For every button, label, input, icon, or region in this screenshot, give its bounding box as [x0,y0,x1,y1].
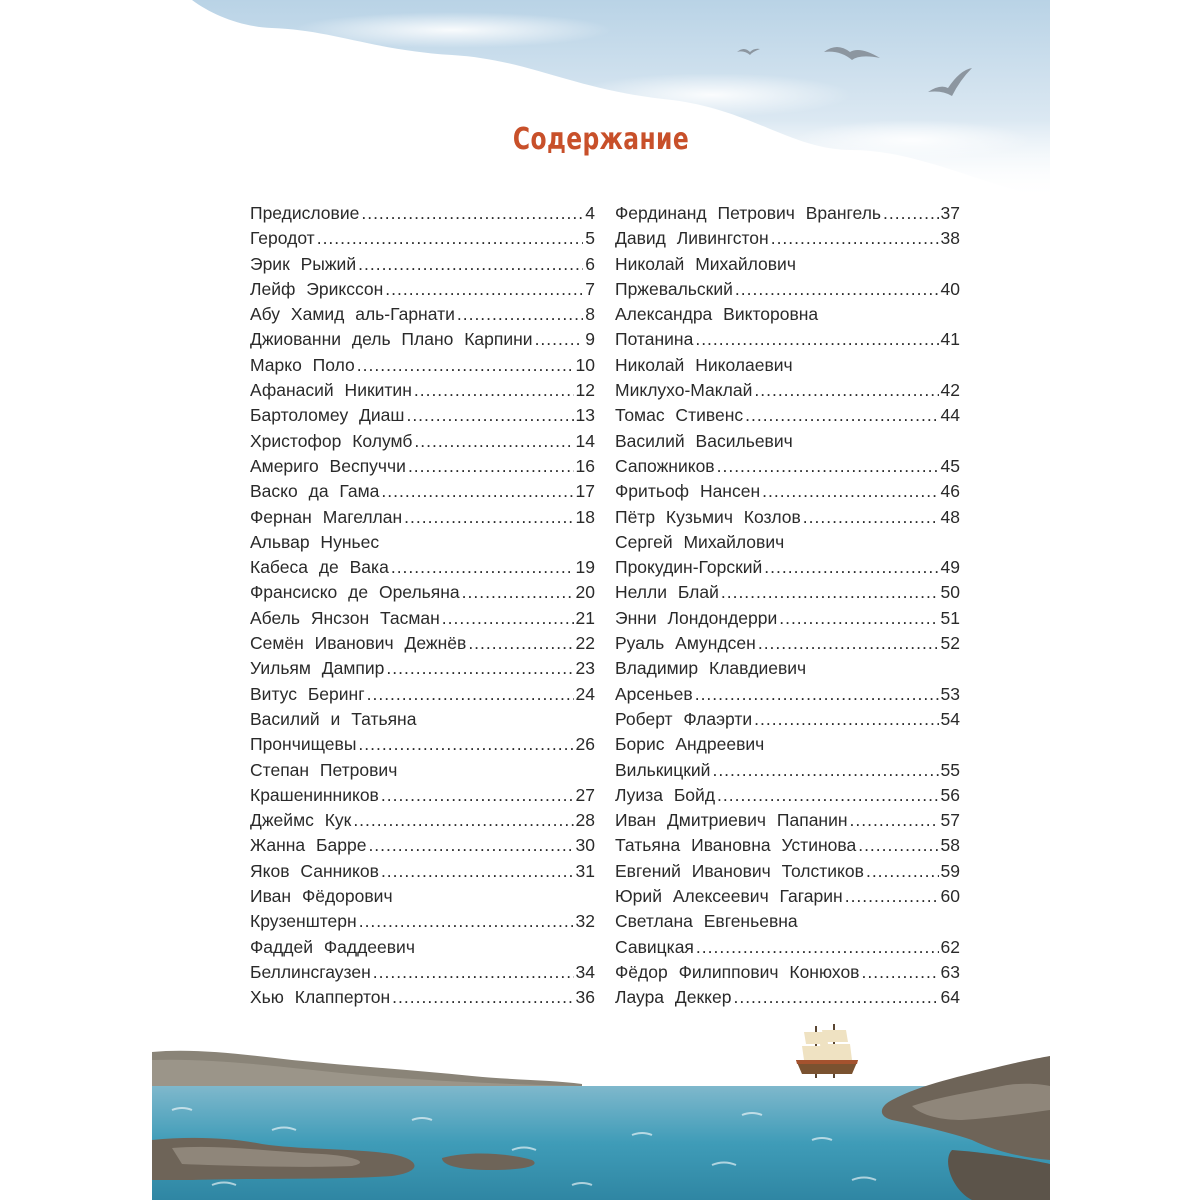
toc-entry [615,985,960,1010]
toc-leader-dots [745,403,938,428]
toc-entry-title: Энни Лондондерри [615,607,778,628]
toc-entry [250,505,595,530]
toc-entry [250,226,595,251]
toc-entry [615,682,960,707]
toc-entry [615,454,960,479]
toc-leader-dots [845,884,939,909]
toc-entry-title: Сергей Михайлович [615,531,785,552]
toc-leader-dots [357,353,574,378]
toc-entry-title: Бартоломеу Диаш [250,405,405,426]
toc-entry-title: Татьяна Ивановна Устинова [615,835,857,856]
toc-entry-page-number: 28 [575,810,595,831]
toc-leader-dots [373,960,574,985]
toc-entry-title: Хью Клаппертон [250,987,391,1008]
toc-entry-page-number: 9 [585,329,595,350]
toc-entry [250,656,595,681]
toc-entry-title: Савицкая [615,936,694,957]
toc-entry-page-number: 20 [575,582,595,603]
toc-entry-title: Иван Дмитриевич Папанин [615,810,848,831]
toc-entry [615,833,960,858]
toc-entry-page-number: 6 [585,253,595,274]
toc-entry-title: Геродот [250,228,315,249]
toc-entry-title: Беллинсгаузен [250,961,371,982]
toc-entry-title: Христофор Колумб [250,430,413,451]
toc-entry-title: Кабеса де Вака [250,557,389,578]
toc-leader-dots [883,201,938,226]
toc-leader-dots [391,555,574,580]
book-page [152,0,1050,1200]
toc-entry-title: Василий Васильевич [615,430,793,451]
toc-entry [250,783,595,808]
toc-entry-page-number: 42 [940,380,960,401]
toc-entry-page-number: 38 [940,228,960,249]
toc-entry [250,985,595,1010]
toc-entry [250,884,595,909]
toc-entry [250,631,595,656]
toc-entry [615,606,960,631]
toc-entry-page-number: 62 [940,936,960,957]
seagull-icon [928,68,972,96]
toc-entry [615,580,960,605]
toc-entry-title: Борис Андреевич [615,734,765,755]
toc-entry-title: Яков Санников [250,860,379,881]
toc-leader-dots [468,631,573,656]
toc-entry [615,327,960,352]
toc-entry-page-number: 23 [575,658,595,679]
toc-leader-dots [861,960,938,985]
toc-entry-title: Миклухо-Маклай [615,380,753,401]
toc-leader-dots [758,631,939,656]
toc-leader-dots [408,454,574,479]
toc-entry-title: Джеймс Кук [250,810,352,831]
toc-entry-title: Степан Петрович [250,759,398,780]
toc-leader-dots [442,606,574,631]
toc-entry-page-number: 46 [940,481,960,502]
toc-leader-dots [381,783,574,808]
toc-entry [615,935,960,960]
toc-entry [250,707,595,732]
toc-entry-title: Фаддей Фаддеевич [250,936,415,957]
toc-entry [250,530,595,555]
toc-entry-page-number: 27 [575,784,595,805]
toc-entry-page-number: 56 [940,784,960,805]
toc-leader-dots [754,378,938,403]
toc-entry-title: Давид Ливингстон [615,228,769,249]
seagulls-illustration [732,40,982,110]
toc-leader-dots [858,833,938,858]
toc-leader-dots [696,935,939,960]
toc-entry-page-number: 52 [940,633,960,654]
toc-entry [615,909,960,934]
sailing-ship-icon [792,1020,862,1090]
toc-leader-dots [359,909,574,934]
toc-leader-dots [406,403,573,428]
toc-entry-title: Васко да Гама [250,481,380,502]
toc-entry-title: Прокудин-Горский [615,557,763,578]
toc-entry-title: Владимир Клавдиевич [615,658,807,679]
toc-leader-dots [695,327,938,352]
toc-entry [615,353,960,378]
toc-entry-page-number: 51 [940,607,960,628]
toc-leader-dots [392,985,573,1010]
seagull-icon [737,49,760,55]
toc-entry [615,403,960,428]
toc-entry [615,252,960,277]
toc-entry-title: Марко Поло [250,354,355,375]
toc-entry-title: Предисловие [250,203,360,223]
toc-entry [615,808,960,833]
toc-entry [615,884,960,909]
toc-entry [250,606,595,631]
toc-entry-page-number: 40 [940,278,960,299]
toc-entry [250,302,595,327]
toc-entry [250,833,595,858]
toc-entry [250,353,595,378]
toc-entry [615,505,960,530]
toc-entry-page-number: 24 [575,683,595,704]
toc-entry [615,707,960,732]
toc-entry-page-number: 10 [575,354,595,375]
toc-leader-dots [414,378,574,403]
toc-entry [250,909,595,934]
toc-leader-dots [735,277,939,302]
toc-entry-title: Лаура Деккер [615,987,732,1008]
toc-entry-title: Потанина [615,329,694,350]
toc-entry-page-number: 30 [575,835,595,856]
toc-entry-page-number: 36 [575,987,595,1008]
toc-entry [615,656,960,681]
toc-entry [615,960,960,985]
toc-entry-title: Фердинанд Петрович Врангель [615,203,882,223]
toc-entry-page-number: 14 [575,430,595,451]
toc-entry-page-number: 55 [940,759,960,780]
toc-leader-dots [457,302,583,327]
toc-leader-dots [754,707,938,732]
toc-entry [615,783,960,808]
toc-leader-dots [779,606,938,631]
toc-entry-title: Франсиско де Орельяна [250,582,460,603]
toc-entry [250,454,595,479]
toc-entry-page-number: 54 [940,708,960,729]
toc-entry-page-number: 26 [575,734,595,755]
toc-entry-title: Джиованни дель Плано Карпини [250,329,533,350]
toc-entry-title: Пётр Кузьмич Козлов [615,506,801,527]
toc-entry [250,429,595,454]
toc-entry-page-number: 13 [575,405,595,426]
toc-leader-dots [368,833,573,858]
toc-entry [250,277,595,302]
toc-entry-page-number: 50 [940,582,960,603]
toc-entry-title: Лейф Эрикссон [250,278,384,299]
toc-entry-page-number: 17 [575,481,595,502]
toc-entry-title: Афанасий Никитин [250,380,412,401]
toc-entry [250,378,595,403]
toc-leader-dots [404,505,573,530]
toc-entry [615,859,960,884]
toc-entry-page-number: 41 [940,329,960,350]
toc-entry-title: Василий и Татьяна [250,708,417,729]
toc-leader-dots [317,226,584,251]
toc-entry [615,631,960,656]
toc-entry-title: Жанна Барре [250,835,367,856]
toc-entry-page-number: 59 [940,860,960,881]
toc-entry-title: Евгений Иванович Толстиков [615,860,864,881]
toc-entry-page-number: 22 [575,633,595,654]
toc-entry-page-number: 58 [940,835,960,856]
toc-entry-page-number: 37 [940,203,960,223]
toc-leader-dots [358,732,573,757]
toc-entry-title: Александра Викторовна [615,304,819,325]
toc-entry-page-number: 60 [940,886,960,907]
toc-leader-dots [381,859,574,884]
toc-entry-title: Иван Фёдорович [250,886,393,907]
toc-entry [615,555,960,580]
toc-entry-title: Фёдор Филиппович Конюхов [615,961,860,982]
toc-entry [615,479,960,504]
toc-entry-page-number: 49 [940,557,960,578]
toc-entry [615,378,960,403]
toc-entry-title: Фернан Магеллан [250,506,403,527]
toc-entry [615,429,960,454]
toc-leader-dots [414,429,573,454]
toc-entry-page-number: 19 [575,557,595,578]
toc-entry-title: Прончищевы [250,734,357,755]
toc-entry-page-number: 57 [940,810,960,831]
toc-entry [250,935,595,960]
toc-entry-page-number: 64 [940,987,960,1008]
toc-leader-dots [385,277,583,302]
toc-entry [615,758,960,783]
toc-leader-dots [695,682,939,707]
page-title: Содержание [512,122,690,157]
toc-entry-title: Роберт Флаэрти [615,708,753,729]
toc-entry-title: Нелли Блай [615,582,719,603]
toc-entry [615,277,960,302]
toc-entry-page-number: 16 [575,455,595,476]
toc-entry-title: Америго Веспуччи [250,455,406,476]
toc-entry [615,530,960,555]
toc-entry-title: Вилькицкий [615,759,711,780]
toc-entry-title: Семён Иванович Дежнёв [250,633,467,654]
toc-entry-page-number: 44 [940,405,960,426]
toc-entry-page-number: 31 [575,860,595,881]
toc-leader-dots [721,580,939,605]
toc-leader-dots [771,226,939,251]
toc-entry [250,808,595,833]
toc-leader-dots [733,985,938,1010]
toc-entry-title: Крашенинников [250,784,379,805]
toc-leader-dots [353,808,573,833]
toc-entry-title: Абу Хамид аль-Гарнати [250,304,455,325]
toc-entry-page-number: 7 [585,278,595,299]
toc-entry-title: Светлана Евгеньевна [615,911,798,932]
toc-entry-page-number: 53 [940,683,960,704]
toc-entry-title: Луиза Бойд [615,784,716,805]
toc-entry-page-number: 32 [575,911,595,932]
toc-leader-dots [361,201,583,226]
toc-entry-page-number: 5 [585,228,595,249]
toc-entry-page-number: 18 [575,506,595,527]
toc-entry [250,327,595,352]
toc-entry-title: Сапожников [615,455,715,476]
toc-leader-dots [762,479,938,504]
toc-entry-title: Уильям Дампир [250,658,385,679]
toc-entry-page-number: 21 [575,607,595,628]
toc-entry-title: Юрий Алексеевич Гагарин [615,886,843,907]
toc-entry-title: Арсеньев [615,683,693,704]
toc-entry [250,403,595,428]
toc-entry [250,758,595,783]
toc-entry [250,479,595,504]
toc-entry [250,960,595,985]
toc-entry-page-number: 4 [585,203,595,223]
toc-leader-dots [712,758,938,783]
toc-entry-title: Руаль Амундсен [615,633,756,654]
toc-leader-dots [866,859,939,884]
toc-entry-page-number: 8 [585,304,595,325]
toc-entry-title: Николай Николаевич [615,354,793,375]
toc-entry-title: Абель Янсзон Тасман [250,607,440,628]
toc-entry [250,252,595,277]
toc-entry [615,226,960,251]
toc-column-left [250,201,595,1011]
toc-entry-title: Николай Михайлович [615,253,796,274]
toc-entry-title: Альвар Нуньес [250,531,380,552]
toc-leader-dots [764,555,938,580]
toc-entry [250,732,595,757]
toc-leader-dots [367,682,574,707]
toc-entry [615,201,960,226]
toc-leader-dots [850,808,939,833]
toc-entry-title: Витус Беринг [250,683,365,704]
toc-entry-title: Пржевальский [615,278,733,299]
toc-entry [615,732,960,757]
toc-leader-dots [803,505,939,530]
toc-entry [250,555,595,580]
toc-entry-title: Эрик Рыжий [250,253,357,274]
toc-leader-dots [535,327,584,352]
toc-entry [250,859,595,884]
toc-leader-dots [358,252,583,277]
toc-entry-page-number: 63 [940,961,960,982]
toc-entry-title: Крузенштерн [250,911,357,932]
seagull-icon [824,47,880,60]
toc-leader-dots [386,656,573,681]
toc-entry [250,682,595,707]
toc-leader-dots [717,783,939,808]
sea-watercolor-illustration [152,1040,1050,1200]
toc-entry-page-number: 12 [575,380,595,401]
toc-leader-dots [381,479,573,504]
toc-entry-page-number: 48 [940,506,960,527]
toc-entry-page-number: 45 [940,455,960,476]
toc-entry-page-number: 34 [575,961,595,982]
toc-leader-dots [462,580,574,605]
toc-entry [250,580,595,605]
toc-entry [615,302,960,327]
toc-entry [250,201,595,226]
toc-column-right [615,201,960,1011]
toc-entry-title: Фритьоф Нансен [615,481,761,502]
toc-entry-title: Томас Стивенс [615,405,744,426]
toc-leader-dots [717,454,939,479]
